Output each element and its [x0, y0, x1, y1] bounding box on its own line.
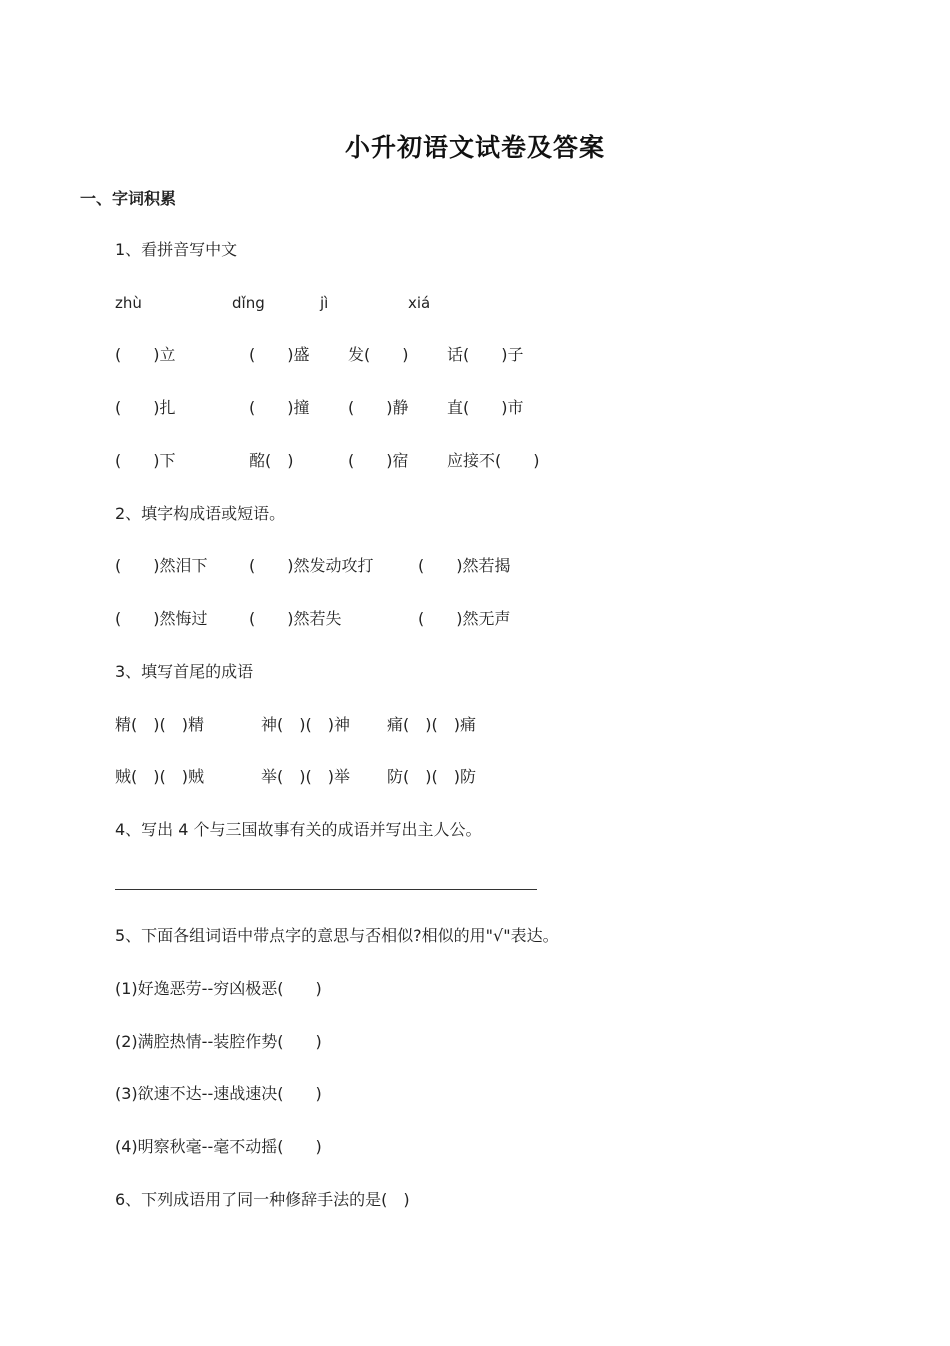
- q1-row-2: [115, 397, 895, 419]
- pinyin-4: xiá: [408, 294, 431, 312]
- question-3-label: 3、填写首尾的成语: [115, 662, 254, 681]
- q2-cell: ( )然无声: [418, 609, 511, 628]
- q2-cell: ( )然若失: [249, 609, 342, 628]
- question-1-label: 1、看拼音写中文: [115, 240, 238, 259]
- q1-cell: 话( )子: [447, 345, 524, 364]
- pinyin-row: [115, 292, 895, 314]
- q2-cell: ( )然泪下: [115, 556, 208, 575]
- q1-cell: ( )撞: [249, 398, 310, 417]
- q5-item-2: (2)满腔热情--装腔作势( ): [115, 1032, 322, 1051]
- q1-cell: ( )宿: [348, 451, 409, 470]
- question-6-label: 6、下列成语用了同一种修辞手法的是( ): [115, 1190, 410, 1209]
- q3-cell: 精( )( )精: [115, 715, 204, 734]
- question-4-label: 4、写出 4 个与三国故事有关的成语并写出主人公。: [115, 820, 482, 839]
- pinyin-3: jì: [320, 294, 329, 312]
- document-title: 小升初语文试卷及答案: [344, 133, 605, 162]
- answer-blank-line[interactable]: [115, 889, 537, 890]
- question-2-label: 2、填字构成语或短语。: [115, 504, 286, 523]
- question-5-label: 5、下面各组词语中带点字的意思与否相似?相似的用"√"表达。: [115, 926, 559, 945]
- q1-cell: ( )下: [115, 451, 176, 470]
- q1-cell: ( )盛: [249, 345, 310, 364]
- q2-cell: ( )然悔过: [115, 609, 208, 628]
- q1-cell: 酩( ): [249, 451, 294, 470]
- q5-item-1: (1)好逸恶劳--穷凶极恶( ): [115, 979, 322, 998]
- q2-cell: ( )然若揭: [418, 556, 511, 575]
- q3-cell: 痛( )( )痛: [387, 715, 476, 734]
- q3-cell: 举( )( )举: [261, 767, 350, 786]
- q1-cell: ( )静: [348, 398, 409, 417]
- q3-row-2: [115, 766, 895, 788]
- q5-item-4: (4)明察秋毫--毫不动摇( ): [115, 1137, 322, 1156]
- q2-row-1: [115, 555, 895, 577]
- section-heading: 一、字词积累: [80, 189, 177, 208]
- q3-cell: 神( )( )神: [261, 715, 350, 734]
- q1-row-3: [115, 450, 895, 472]
- q1-cell: 发( ): [348, 345, 409, 364]
- q5-item-3: (3)欲速不达--速战速决( ): [115, 1084, 322, 1103]
- q3-cell: 防( )( )防: [387, 767, 476, 786]
- q1-cell: 直( )市: [447, 398, 524, 417]
- q2-cell: ( )然发动攻打: [249, 556, 374, 575]
- q3-cell: 贼( )( )贼: [115, 767, 204, 786]
- q1-row-1: [115, 344, 895, 366]
- pinyin-1: zhù: [115, 294, 142, 312]
- pinyin-2: dǐng: [232, 294, 265, 312]
- q3-row-1: [115, 714, 895, 736]
- q1-cell: ( )扎: [115, 398, 176, 417]
- q2-row-2: [115, 608, 895, 630]
- q1-cell: 应接不( ): [447, 451, 540, 470]
- q1-cell: ( )立: [115, 345, 176, 364]
